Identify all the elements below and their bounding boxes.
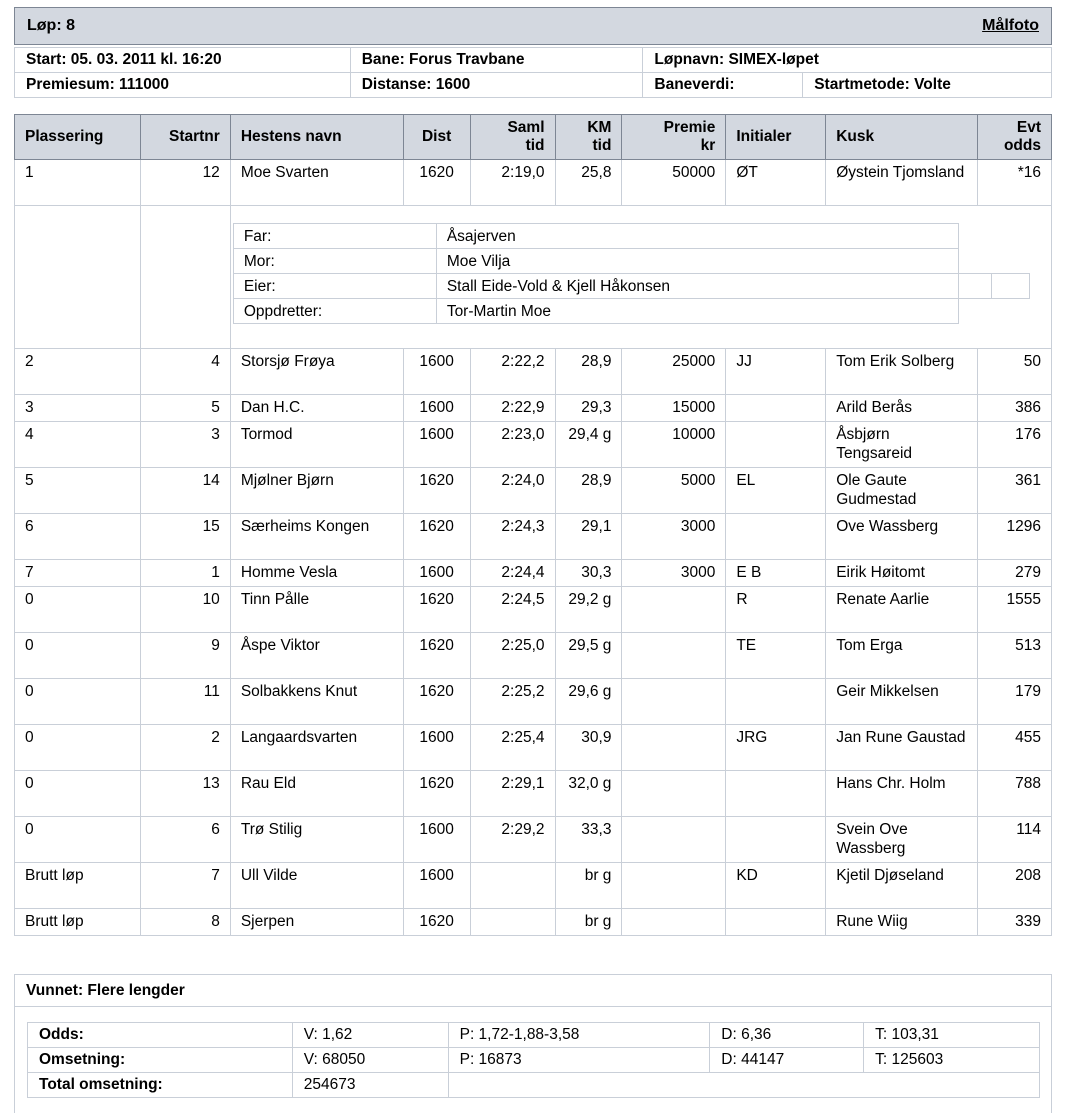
total-time-cell: 2:24,5: [470, 587, 555, 633]
owner-label: Eier:: [233, 274, 436, 299]
pedigree-table: [233, 223, 1030, 324]
total-time-cell: 2:25,2: [470, 679, 555, 725]
odds-d: D: 6,36: [710, 1023, 864, 1048]
turnover-t: T: 125603: [864, 1048, 1040, 1073]
turnover-d: D: 44147: [710, 1048, 864, 1073]
start-number-cell: 7: [140, 863, 230, 909]
distance-cell: 1600: [403, 395, 470, 422]
initials-cell: ØT: [726, 160, 826, 206]
placement-cell: Brutt løp: [15, 863, 141, 909]
km-time-cell: 29,6 g: [555, 679, 622, 725]
driver-cell: Svein Ove Wassberg: [826, 817, 978, 863]
total-time-cell: 2:25,4: [470, 725, 555, 771]
km-time-cell: 30,9: [555, 725, 622, 771]
placement-cell: 0: [15, 771, 141, 817]
prize-cell: 10000: [622, 422, 726, 468]
horse-name-cell: Tormod: [230, 422, 403, 468]
col-distance-header: Dist: [403, 115, 470, 160]
driver-cell: Geir Mikkelsen: [826, 679, 978, 725]
prize-cell: [622, 633, 726, 679]
horse-name-cell: Sjerpen: [230, 909, 403, 936]
start-number-cell: 5: [140, 395, 230, 422]
prize-cell: [622, 679, 726, 725]
sire-label: Far:: [233, 224, 436, 249]
horse-name-cell: Moe Svarten: [230, 160, 403, 206]
horse-name-cell: Dan H.C.: [230, 395, 403, 422]
km-time-cell: 29,4 g: [555, 422, 622, 468]
initials-cell: [726, 771, 826, 817]
start-number-cell: 8: [140, 909, 230, 936]
race-title: Løp: 8: [27, 17, 75, 34]
result-row: [15, 863, 1052, 909]
placement-cell: 0: [15, 633, 141, 679]
distance-cell: 1620: [403, 679, 470, 725]
start-number-cell: 3: [140, 422, 230, 468]
total-time-cell: 2:25,0: [470, 633, 555, 679]
results-table: [14, 114, 1052, 936]
km-time-cell: 29,1: [555, 514, 622, 560]
odds-cell: 455: [978, 725, 1052, 771]
horse-name-cell: Særheims Kongen: [230, 514, 403, 560]
odds-v: V: 1,62: [292, 1023, 448, 1048]
horse-name-cell: Åspe Viktor: [230, 633, 403, 679]
result-row: [15, 422, 1052, 468]
initials-cell: KD: [726, 863, 826, 909]
start-time: Start: 05. 03. 2011 kl. 16:20: [15, 48, 351, 73]
col-driver-header: Kusk: [826, 115, 978, 160]
result-row: [15, 817, 1052, 863]
prize-cell: 15000: [622, 395, 726, 422]
km-time-cell: 25,8: [555, 160, 622, 206]
horse-name-cell: Langaardsvarten: [230, 725, 403, 771]
empty-cell: [958, 274, 991, 299]
km-time-cell: 29,2 g: [555, 587, 622, 633]
distance-cell: 1620: [403, 909, 470, 936]
start-number-cell: 10: [140, 587, 230, 633]
placement-cell: 0: [15, 725, 141, 771]
horse-name-cell: Solbakkens Knut: [230, 679, 403, 725]
initials-cell: [726, 909, 826, 936]
prize-cell: [622, 587, 726, 633]
photo-finish-link[interactable]: Målfoto: [982, 17, 1039, 34]
km-time-cell: 30,3: [555, 560, 622, 587]
turnover-v: V: 68050: [292, 1048, 448, 1073]
placement-cell: 7: [15, 560, 141, 587]
driver-cell: Åsbjørn Tengsareid: [826, 422, 978, 468]
initials-cell: [726, 395, 826, 422]
odds-cell: 1296: [978, 514, 1052, 560]
odds-cell: 788: [978, 771, 1052, 817]
empty-cell: [448, 1073, 1039, 1098]
km-time-cell: br g: [555, 909, 622, 936]
pedigree-row: [15, 206, 1052, 349]
col-horse-name-header: Hestens navn: [230, 115, 403, 160]
initials-cell: EL: [726, 468, 826, 514]
horse-name-cell: Tinn Pålle: [230, 587, 403, 633]
win-margin: Vunnet: Flere lengder: [26, 982, 185, 999]
result-row: [15, 468, 1052, 514]
placement-cell: 2: [15, 349, 141, 395]
odds-cell: 114: [978, 817, 1052, 863]
km-time-cell: 28,9: [555, 468, 622, 514]
breeder-value: Tor-Martin Moe: [436, 299, 958, 324]
horse-name-cell: Storsjø Frøya: [230, 349, 403, 395]
initials-cell: JJ: [726, 349, 826, 395]
distance-cell: 1620: [403, 160, 470, 206]
initials-cell: E B: [726, 560, 826, 587]
start-number-cell: 4: [140, 349, 230, 395]
total-time-cell: 2:29,1: [470, 771, 555, 817]
initials-cell: JRG: [726, 725, 826, 771]
km-time-cell: br g: [555, 863, 622, 909]
placement-cell: 0: [15, 587, 141, 633]
distance-cell: 1600: [403, 725, 470, 771]
prize-cell: [622, 863, 726, 909]
initials-cell: [726, 817, 826, 863]
result-row: [15, 395, 1052, 422]
driver-cell: Eirik Høitomt: [826, 560, 978, 587]
divider: [15, 1006, 1051, 1007]
odds-cell: 513: [978, 633, 1052, 679]
prize-cell: 3000: [622, 560, 726, 587]
total-turnover-label: Total omsetning:: [28, 1073, 293, 1098]
start-method: Startmetode: Volte: [803, 73, 1052, 98]
result-row: [15, 633, 1052, 679]
initials-cell: [726, 422, 826, 468]
result-row: [15, 349, 1052, 395]
driver-cell: Renate Aarlie: [826, 587, 978, 633]
odds-cell: 50: [978, 349, 1052, 395]
empty-cell: [991, 274, 1029, 299]
total-time-cell: 2:19,0: [470, 160, 555, 206]
distance-cell: 1620: [403, 587, 470, 633]
odds-label: Odds:: [28, 1023, 293, 1048]
sire-value: Åsajerven: [436, 224, 958, 249]
total-time-cell: [470, 909, 555, 936]
driver-cell: Tom Erik Solberg: [826, 349, 978, 395]
track-name: Bane: Forus Travbane: [350, 48, 643, 73]
horse-name-cell: Rau Eld: [230, 771, 403, 817]
start-number-cell: 6: [140, 817, 230, 863]
dam-value: Moe Vilja: [436, 249, 958, 274]
initials-cell: [726, 514, 826, 560]
driver-cell: Ole Gaute Gudmestad: [826, 468, 978, 514]
start-number-cell: 2: [140, 725, 230, 771]
km-time-cell: 32,0 g: [555, 771, 622, 817]
start-number-cell: 9: [140, 633, 230, 679]
prize-sum: Premiesum: 111000: [15, 73, 351, 98]
breeder-label: Oppdretter:: [233, 299, 436, 324]
prize-cell: [622, 725, 726, 771]
race-distance: Distanse: 1600: [350, 73, 643, 98]
start-number-cell: 11: [140, 679, 230, 725]
odds-cell: 208: [978, 863, 1052, 909]
result-row: [15, 909, 1052, 936]
total-time-cell: 2:23,0: [470, 422, 555, 468]
km-time-cell: 33,3: [555, 817, 622, 863]
turnover-label: Omsetning:: [28, 1048, 293, 1073]
prize-cell: 25000: [622, 349, 726, 395]
race-name: Løpnavn: SIMEX-løpet: [643, 48, 1052, 73]
result-row: [15, 514, 1052, 560]
results-header-row: [15, 115, 1052, 160]
prize-cell: 5000: [622, 468, 726, 514]
race-info-table: [14, 47, 1052, 98]
total-time-cell: 2:22,2: [470, 349, 555, 395]
odds-cell: 1555: [978, 587, 1052, 633]
result-row: [15, 587, 1052, 633]
horse-name-cell: Mjølner Bjørn: [230, 468, 403, 514]
start-number-cell: 1: [140, 560, 230, 587]
initials-cell: R: [726, 587, 826, 633]
driver-cell: Jan Rune Gaustad: [826, 725, 978, 771]
prize-cell: [622, 817, 726, 863]
placement-cell: 0: [15, 679, 141, 725]
total-turnover: 254673: [292, 1073, 448, 1098]
prize-cell: [622, 771, 726, 817]
total-time-cell: 2:24,4: [470, 560, 555, 587]
distance-cell: 1600: [403, 422, 470, 468]
odds-cell: 176: [978, 422, 1052, 468]
race-summary: [14, 974, 1052, 1113]
owner-value: Stall Eide-Vold & Kjell Håkonsen: [436, 274, 958, 299]
prize-cell: 3000: [622, 514, 726, 560]
odds-cell: 339: [978, 909, 1052, 936]
placement-cell: 4: [15, 422, 141, 468]
driver-cell: Tom Erga: [826, 633, 978, 679]
result-row: [15, 725, 1052, 771]
odds-cell: 361: [978, 468, 1052, 514]
driver-cell: Rune Wiig: [826, 909, 978, 936]
result-row: [15, 160, 1052, 206]
placement-cell: 5: [15, 468, 141, 514]
placement-cell: 6: [15, 514, 141, 560]
distance-cell: 1600: [403, 349, 470, 395]
col-prize-header: Premie kr: [622, 115, 726, 160]
horse-name-cell: Homme Vesla: [230, 560, 403, 587]
odds-p: P: 1,72-1,88-3,58: [448, 1023, 710, 1048]
driver-cell: Ove Wassberg: [826, 514, 978, 560]
prize-cell: [622, 909, 726, 936]
odds-cell: 179: [978, 679, 1052, 725]
total-time-cell: 2:29,2: [470, 817, 555, 863]
initials-cell: TE: [726, 633, 826, 679]
km-time-cell: 29,5 g: [555, 633, 622, 679]
total-time-cell: 2:22,9: [470, 395, 555, 422]
col-odds-header: Evt odds: [978, 115, 1052, 160]
placement-cell: Brutt løp: [15, 909, 141, 936]
result-row: [15, 771, 1052, 817]
race-header: [14, 7, 1052, 45]
distance-cell: 1600: [403, 560, 470, 587]
placement-cell: 3: [15, 395, 141, 422]
km-time-cell: 28,9: [555, 349, 622, 395]
col-total-time-header: Saml tid: [470, 115, 555, 160]
start-number-cell: 15: [140, 514, 230, 560]
result-row: [15, 560, 1052, 587]
km-time-cell: 29,3: [555, 395, 622, 422]
start-number-cell: 13: [140, 771, 230, 817]
distance-cell: 1620: [403, 468, 470, 514]
driver-cell: Øystein Tjomsland: [826, 160, 978, 206]
odds-cell: 386: [978, 395, 1052, 422]
col-start-number-header: Startnr: [140, 115, 230, 160]
distance-cell: 1620: [403, 633, 470, 679]
odds-t: T: 103,31: [864, 1023, 1040, 1048]
start-number-cell: 14: [140, 468, 230, 514]
driver-cell: Kjetil Djøseland: [826, 863, 978, 909]
initials-cell: [726, 679, 826, 725]
driver-cell: Hans Chr. Holm: [826, 771, 978, 817]
empty-cell: [15, 206, 141, 349]
driver-cell: Arild Berås: [826, 395, 978, 422]
odds-cell: *16: [978, 160, 1052, 206]
placement-cell: 0: [15, 817, 141, 863]
total-time-cell: [470, 863, 555, 909]
total-time-cell: 2:24,0: [470, 468, 555, 514]
distance-cell: 1620: [403, 514, 470, 560]
empty-cell: [140, 206, 230, 349]
distance-cell: 1600: [403, 817, 470, 863]
col-initials-header: Initialer: [726, 115, 826, 160]
col-placement-header: Plassering: [15, 115, 141, 160]
pedigree-cell: [230, 206, 1051, 349]
odds-cell: 279: [978, 560, 1052, 587]
dam-label: Mor:: [233, 249, 436, 274]
track-value: Baneverdi:: [643, 73, 803, 98]
turnover-p: P: 16873: [448, 1048, 710, 1073]
distance-cell: 1600: [403, 863, 470, 909]
col-km-time-header: KM tid: [555, 115, 622, 160]
horse-name-cell: Trø Stilig: [230, 817, 403, 863]
result-row: [15, 679, 1052, 725]
horse-name-cell: Ull Vilde: [230, 863, 403, 909]
placement-cell: 1: [15, 160, 141, 206]
distance-cell: 1620: [403, 771, 470, 817]
total-time-cell: 2:24,3: [470, 514, 555, 560]
prize-cell: 50000: [622, 160, 726, 206]
odds-table: [27, 1022, 1040, 1098]
start-number-cell: 12: [140, 160, 230, 206]
